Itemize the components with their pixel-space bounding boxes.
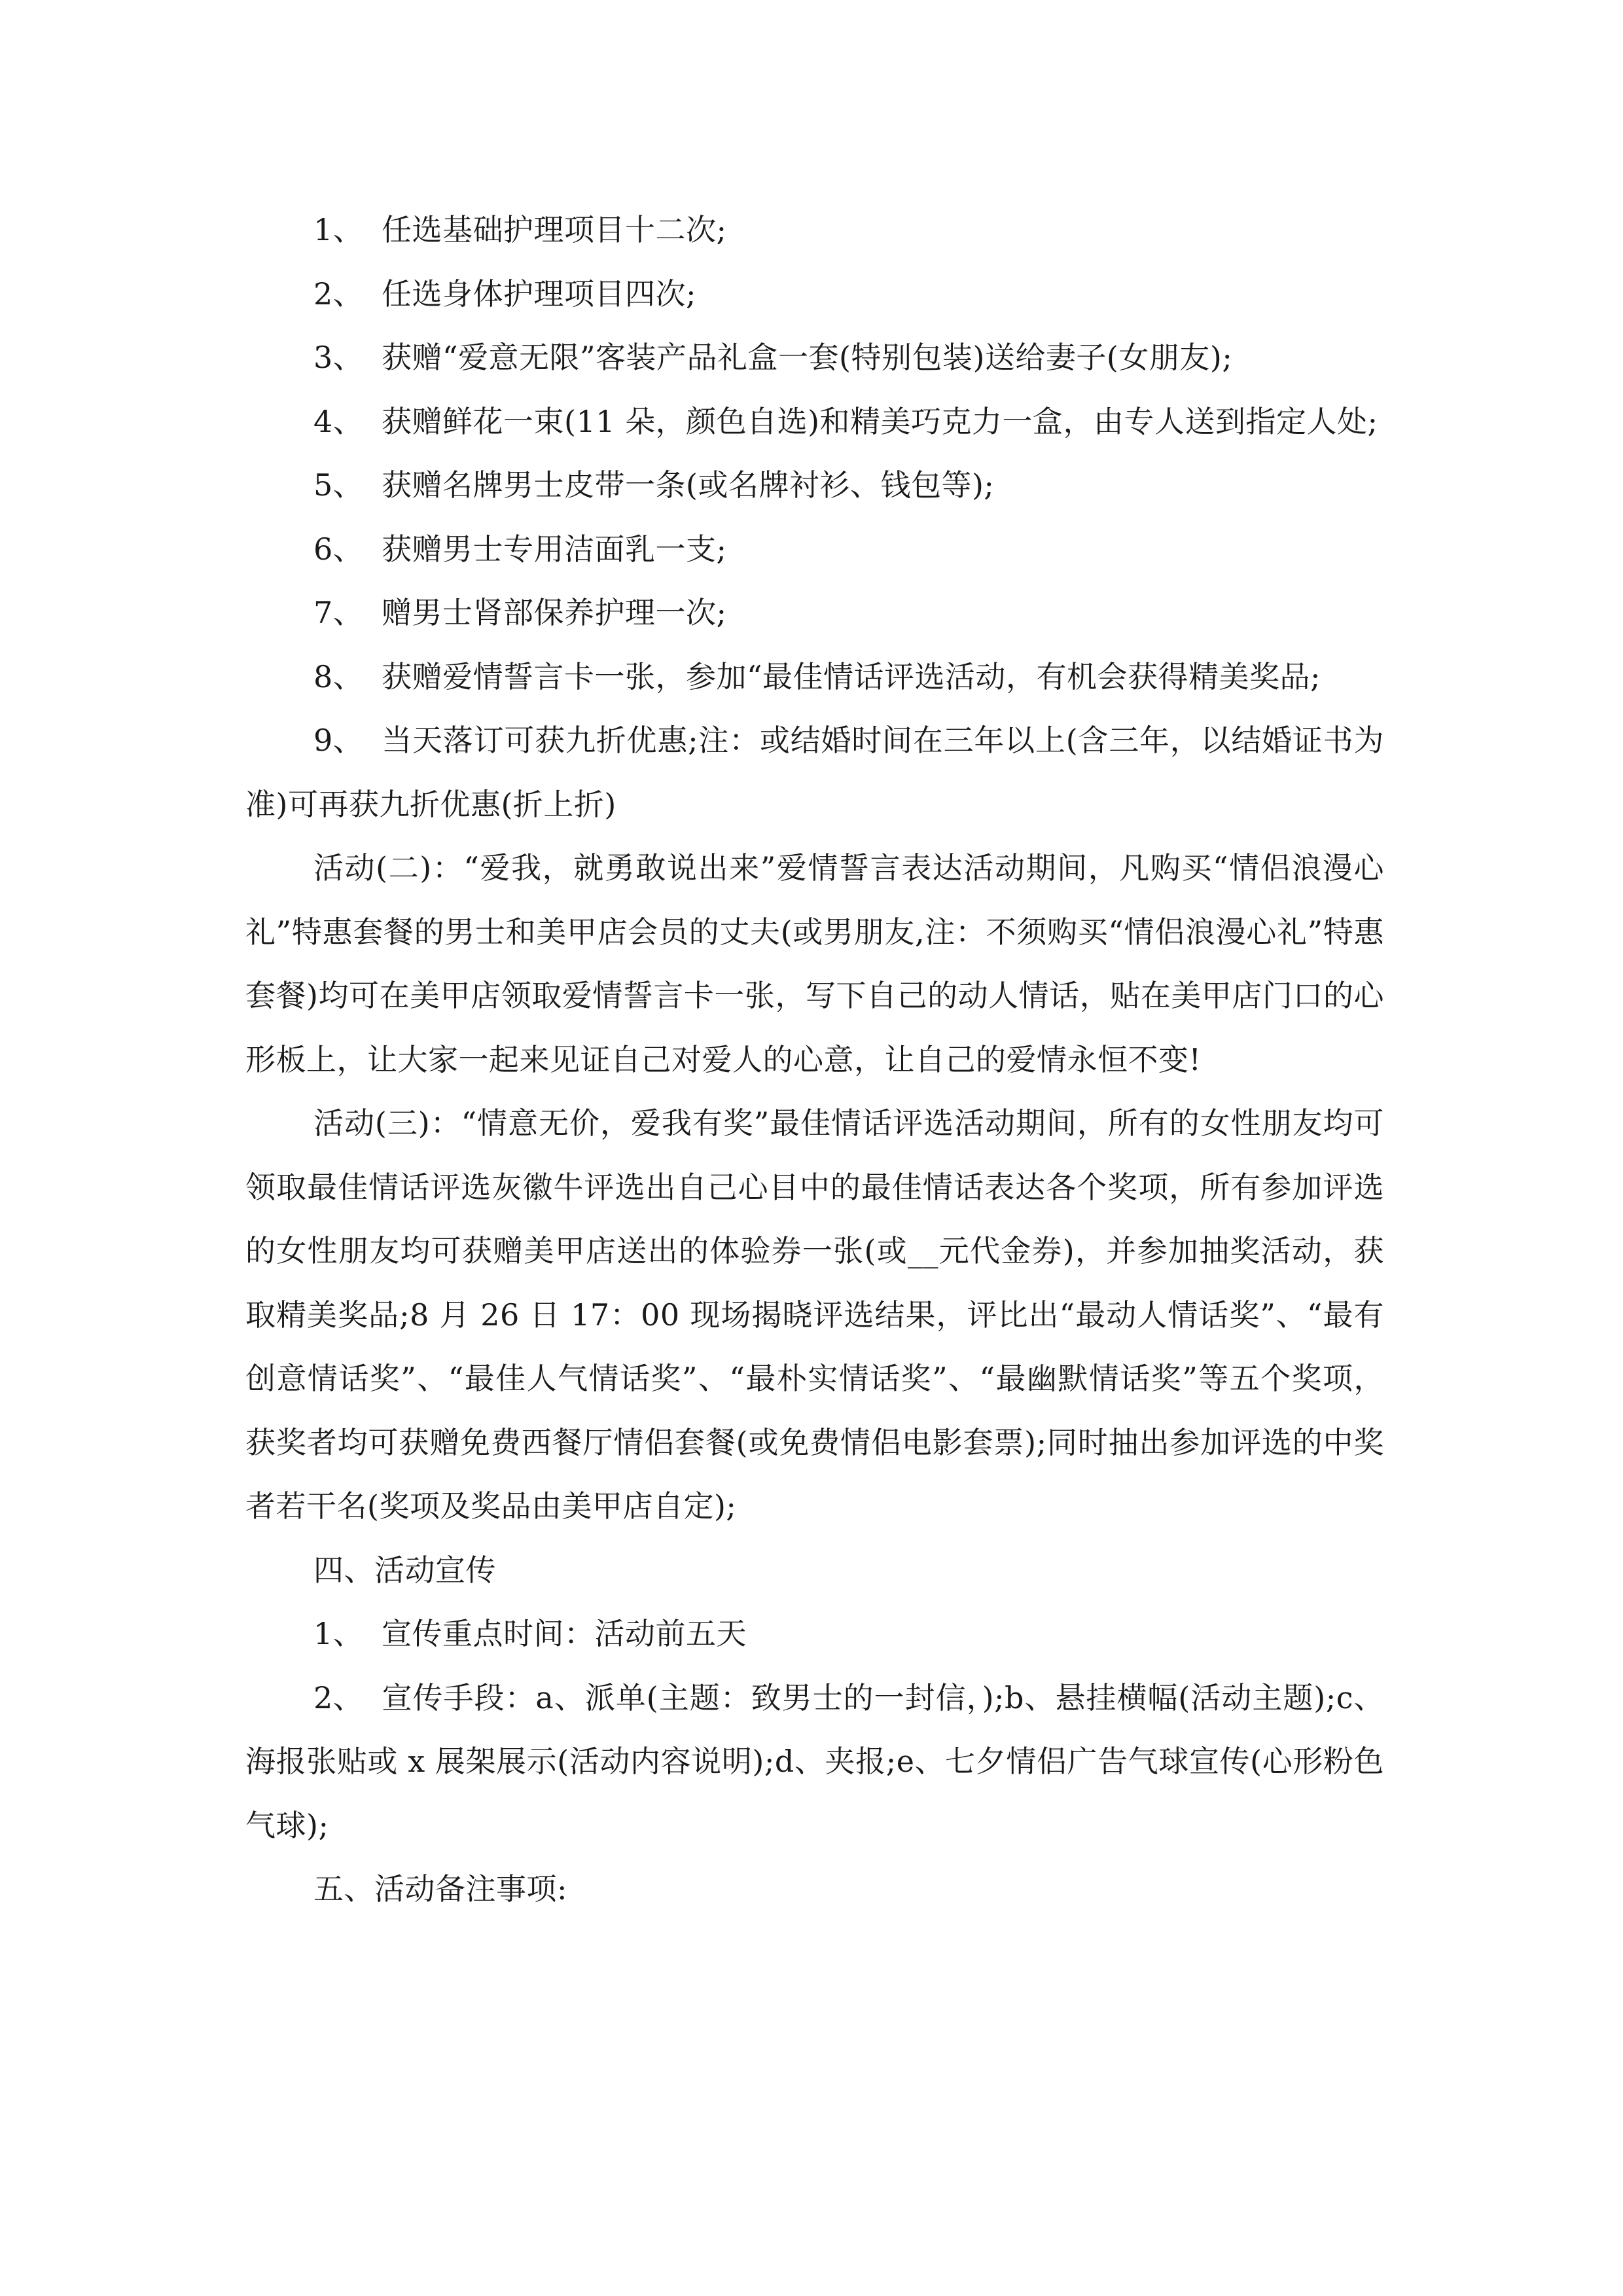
item-text: 获赠“爱意无限”客装产品礼盒一套(特别包装)送给妻子(女朋友);: [382, 340, 1233, 375]
item-text: 宣传重点时间：活动前五天: [382, 1616, 747, 1651]
heading-text: 四、活动宣传: [313, 1552, 496, 1588]
list-item-3: [245, 326, 1384, 390]
promotion-item-2: [245, 1666, 1384, 1858]
list-item-2: [245, 262, 1384, 327]
item-text: 获赠男士专用洁面乳一支;: [382, 531, 727, 567]
item-number: 1、: [313, 212, 364, 247]
item-text: 宣传手段：a、派单(主题：致男士的一封信，);b、悬挂横幅(活动主题);c、海报张贴或 x 展架展示(活动内容说明);d、夹报;e、七夕情侣广告气球宣传(心形粉色气球);: [245, 1679, 1384, 1843]
activity-three-paragraph: [245, 1092, 1384, 1539]
item-number: 3、: [313, 340, 364, 375]
item-text: 任选基础护理项目十二次;: [382, 212, 727, 247]
list-item-4: [245, 390, 1384, 454]
item-number: 6、: [313, 531, 364, 567]
item-number: 2、: [313, 276, 364, 312]
list-item-1: [245, 198, 1384, 262]
item-text: 获赠鲜花一束(11 朵，颜色自选)和精美巧克力一盒，由专人送到指定人处;: [382, 403, 1378, 439]
item-text: 赠男士肾部保养护理一次;: [382, 595, 727, 630]
item-text: 任选身体护理项目四次;: [382, 276, 696, 312]
activity-two-paragraph: [245, 836, 1384, 1092]
heading-text: 五、活动备注事项:: [313, 1871, 567, 1907]
item-text: 获赠名牌男士皮带一条(或名牌衬衫、钱包等);: [382, 467, 995, 503]
item-text: 当天落订可获九折优惠;注：或结婚时间在三年以上(含三年，以结婚证书为准)可再获九折优惠(折上折): [245, 723, 1384, 822]
list-item-7: [245, 581, 1384, 645]
list-item-9: [245, 709, 1384, 836]
document-body: [245, 198, 1384, 1922]
list-item-6: [245, 518, 1384, 582]
item-number: 4、: [313, 403, 364, 439]
item-number: 1、: [313, 1616, 364, 1651]
section-heading-notes: [245, 1857, 1384, 1922]
item-text: 获赠爱情誓言卡一张，参加“最佳情话评选活动，有机会获得精美奖品;: [382, 658, 1321, 694]
promotion-item-1: [245, 1602, 1384, 1666]
item-number: 8、: [313, 658, 364, 694]
paragraph-text: 活动(三)：“情意无价，爱我有奖”最佳情话评选活动期间，所有的女性朋友均可领取最佳情话评选灰徽牛评选出自己心目中的最佳情话表达各个奖项，所有参加评选的女性朋友均可获赠美甲店送出的体验券一张(或__元代金券)，并参加抽奖活动，获取精美奖品;8 月 26 日 17：00 现场揭晓评选结果，评比出“最动人情话奖”、“最有创意情话奖”、“最佳人气情话奖”、“最朴实情话奖”、“最幽默情话奖”等五个奖项，获奖者均可获赠免费西餐厅情侣套餐(或免费情侣电影套票);同时抽出参加评选的中奖者若干名(奖项及奖品由美甲店自定);: [245, 1105, 1384, 1524]
list-item-8: [245, 645, 1384, 709]
list-item-5: [245, 454, 1384, 518]
paragraph-text: 活动(二)：“爱我，就勇敢说出来”爱情誓言表达活动期间，凡购买“情侣浪漫心礼”特惠套餐的男士和美甲店会员的丈夫(或男朋友,注：不须购买“情侣浪漫心礼”特惠套餐)均可在美甲店领取爱情誓言卡一张，写下自己的动人情话，贴在美甲店门口的心形板上，让大家一起来见证自己对爱人的心意，让自己的爱情永恒不变!: [245, 850, 1384, 1077]
item-number: 9、: [313, 723, 364, 758]
item-number: 5、: [313, 467, 364, 503]
item-number: 7、: [313, 595, 364, 630]
item-number: 2、: [313, 1679, 364, 1715]
section-heading-promotion: [245, 1539, 1384, 1603]
